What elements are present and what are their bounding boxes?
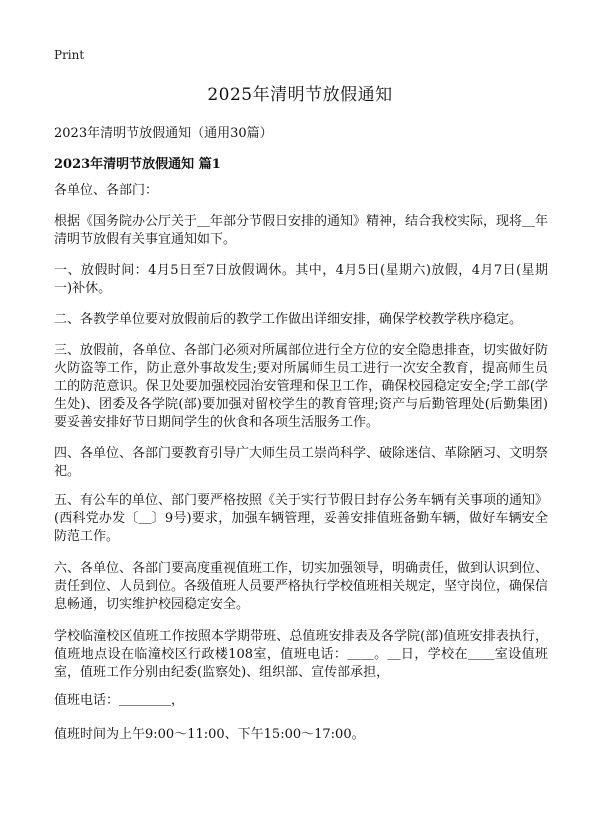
print-link[interactable]: Print	[54, 48, 85, 62]
paragraph-duty-hours: 值班时间为上午9:00～11:00、下午15:00～17:00。	[54, 727, 365, 742]
paragraph-duty: 六、各单位、各部门要高度重视值班工作，切实加强领导，明确责任，做到认识到位、责任到位、人员到位。各级值班人员要严格执行学校值班相关规定，坚守岗位，确保信息畅通，切实维护校园稳定安全。	[54, 561, 549, 612]
paragraph-safety: 三、放假前，各单位、各部门必须对所属部位进行全方位的安全隐患排查，切实做好防火防盗等工作，防止意外事故发生;要对所属师生员工进行一次安全教育，提高师生员工的防范意识。保卫处要加强校园治安管理和保卫工作，确保校园稳定安全;学工部(学生处)、团委及各学院(部)要加强对留校学生的教育管理;资产与后勤管理处(后勤集团)要妥善安排好节日期间学生的伙食和各项生活服务工作。	[54, 343, 549, 430]
paragraph-salutation: 各单位、各部门：	[54, 183, 159, 198]
paragraph-holiday-time: 一、放假时间：4月5日至7日放假调休。其中，4月5日(星期六)放假，4月7日(星期一)补休。	[54, 263, 548, 296]
section-heading: 2023年清明节放假通知 篇1	[54, 157, 221, 172]
paragraph-duty-phone: 值班电话：＿＿＿＿，	[54, 693, 185, 708]
paragraph-duty-arrangement: 学校临潼校区值班工作按照本学期带班、总值班安排表及各学院(部)值班安排表执行，值班地点设在临潼校区行政楼108室，值班电话：＿＿。＿日，学校在＿＿室设值班室，值班工作分别由纪委(监察处)、组织部、宣传部承担，	[54, 629, 548, 680]
page-title: 2025年清明节放假通知	[207, 85, 393, 105]
paragraph-civilization: 四、各单位、各部门要教育引导广大师生员工崇尚科学、破除迷信、革除陋习、文明祭祀。	[54, 446, 549, 479]
paragraph-intro: 根据《国务院办公厅关于＿年部分节假日安排的通知》精神，结合我校实际，现将＿年清明节放假有关事宜通知如下。	[54, 214, 549, 247]
paragraph-teaching: 二、各教学单位要对放假前后的教学工作做出详细安排，确保学校教学秩序稳定。	[54, 312, 523, 327]
document-subtitle: 2023年清明节放假通知（通用30篇）	[54, 126, 273, 141]
paragraph-vehicles: 五、有公车的单位、部门要严格按照《关于实行节假日封存公务车辆有关事项的通知》(西科党办发〔＿〕9号)要求，加强车辆管理，妥善安排值班备勤车辆，做好车辆安全防范工作。	[54, 493, 549, 544]
